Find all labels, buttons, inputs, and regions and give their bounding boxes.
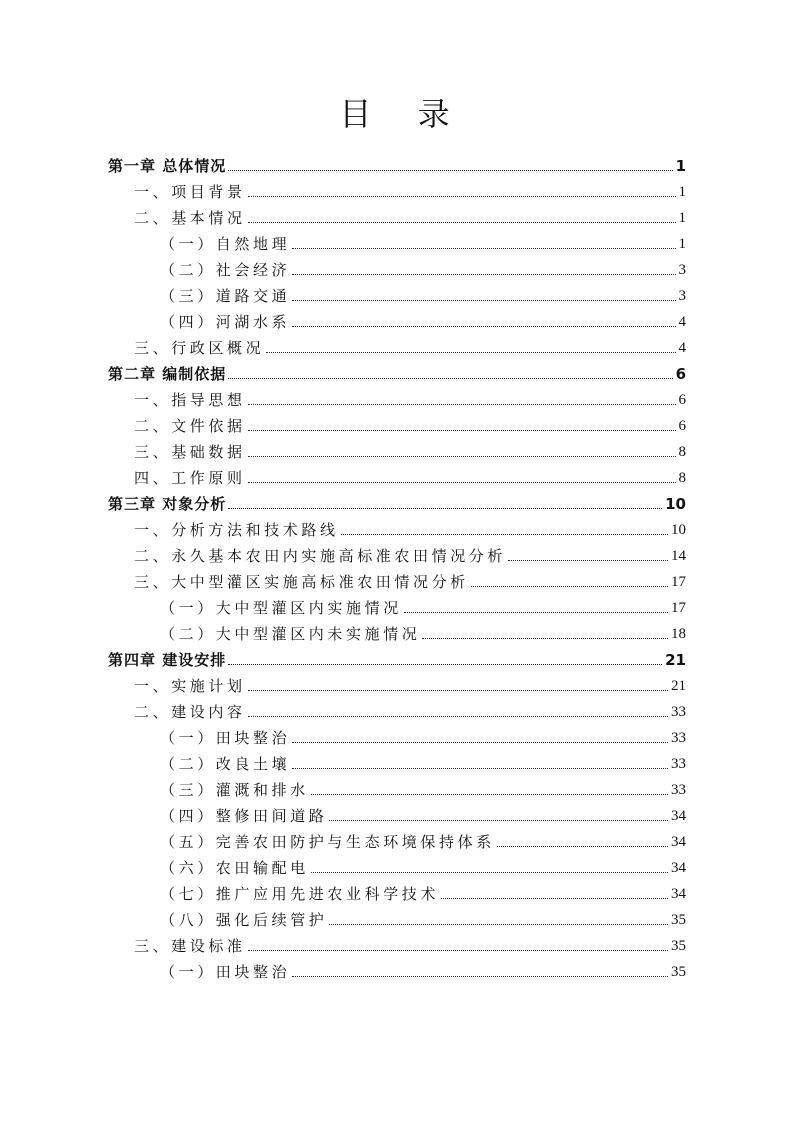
dot-leader bbox=[248, 222, 676, 223]
toc-entry-subsection[interactable] bbox=[160, 826, 686, 852]
toc-entry-label: 一、实施计划 bbox=[134, 677, 246, 695]
toc-entry-label: （一）大中型灌区内实施情况 bbox=[160, 599, 402, 617]
dot-leader bbox=[329, 820, 668, 821]
toc-entry-page-number: 10 bbox=[665, 495, 686, 513]
dot-leader bbox=[292, 742, 668, 743]
toc-entry-page-number: 17 bbox=[671, 574, 686, 590]
dot-leader bbox=[266, 352, 675, 353]
toc-entry-label: 第四章 建设安排 bbox=[108, 651, 227, 669]
toc-entry-page-number: 34 bbox=[671, 860, 686, 876]
toc-entry-section[interactable] bbox=[134, 930, 686, 956]
toc-entry-subsection[interactable] bbox=[160, 800, 686, 826]
dot-leader bbox=[471, 586, 668, 587]
toc-entry-subsection[interactable] bbox=[160, 618, 686, 644]
toc-entry-label: 第二章 编制依据 bbox=[108, 365, 227, 383]
toc-entry-subsection[interactable] bbox=[160, 592, 686, 618]
toc-entry-label: （七）推广应用先进农业科学技术 bbox=[160, 885, 440, 903]
toc-entry-section[interactable] bbox=[134, 436, 686, 462]
toc-entry-label: 三、基础数据 bbox=[134, 443, 246, 461]
toc-entry-label: 第三章 对象分析 bbox=[108, 495, 227, 513]
toc-entry-label: （一）田块整治 bbox=[160, 963, 291, 981]
dot-leader bbox=[228, 664, 662, 665]
toc-entry-section[interactable] bbox=[134, 410, 686, 436]
dot-leader bbox=[441, 898, 668, 899]
toc-entry-subsection[interactable] bbox=[160, 904, 686, 930]
dot-leader bbox=[292, 274, 675, 275]
toc-entry-label: 四、工作原则 bbox=[134, 469, 246, 487]
toc-entry-page-number: 17 bbox=[671, 600, 686, 616]
toc-entry-page-number: 35 bbox=[671, 938, 686, 954]
toc-entry-page-number: 1 bbox=[678, 210, 686, 226]
toc-entry-page-number: 8 bbox=[678, 470, 686, 486]
dot-leader bbox=[228, 508, 662, 509]
toc-entry-page-number: 10 bbox=[671, 522, 686, 538]
toc-entry-subsection[interactable] bbox=[160, 722, 686, 748]
toc-entry-label: （五）完善农田防护与生态环境保持体系 bbox=[160, 833, 495, 851]
toc-entry-label: 一、指导思想 bbox=[134, 391, 246, 409]
dot-leader bbox=[404, 612, 668, 613]
toc-entry-page-number: 6 bbox=[678, 392, 686, 408]
dot-leader bbox=[248, 430, 676, 431]
toc-entry-label: （三）道路交通 bbox=[160, 287, 291, 305]
toc-entry-page-number: 35 bbox=[671, 964, 686, 980]
toc-entry-subsection[interactable] bbox=[160, 280, 686, 306]
toc-entry-subsection[interactable] bbox=[160, 228, 686, 254]
toc-entry-label: （一）田块整治 bbox=[160, 729, 291, 747]
toc-entry-subsection[interactable] bbox=[160, 956, 686, 982]
toc-entry-page-number: 34 bbox=[671, 886, 686, 902]
toc-entry-chapter[interactable] bbox=[108, 644, 686, 670]
dot-leader bbox=[248, 404, 676, 405]
toc-entry-page-number: 21 bbox=[671, 678, 686, 694]
toc-entry-subsection[interactable] bbox=[160, 878, 686, 904]
toc-entry-chapter[interactable] bbox=[108, 488, 686, 514]
toc-entry-page-number: 6 bbox=[675, 365, 686, 383]
toc-entry-subsection[interactable] bbox=[160, 254, 686, 280]
toc-entry-page-number: 33 bbox=[671, 704, 686, 720]
dot-leader bbox=[248, 690, 668, 691]
toc-entry-section[interactable] bbox=[134, 332, 686, 358]
dot-leader bbox=[329, 924, 668, 925]
toc-entry-subsection[interactable] bbox=[160, 774, 686, 800]
toc-entry-label: 三、建设标准 bbox=[134, 937, 246, 955]
toc-entry-page-number: 1 bbox=[675, 157, 686, 175]
toc-entry-page-number: 8 bbox=[678, 444, 686, 460]
toc-entry-label: （六）农田输配电 bbox=[160, 859, 309, 877]
toc-entry-page-number: 34 bbox=[671, 834, 686, 850]
toc-entry-label: 第一章 总体情况 bbox=[108, 157, 227, 175]
dot-leader bbox=[292, 976, 668, 977]
toc-entry-label: （四）河湖水系 bbox=[160, 313, 291, 331]
toc-entry-page-number: 1 bbox=[678, 184, 686, 200]
toc-entry-page-number: 34 bbox=[671, 808, 686, 824]
toc-entry-page-number: 33 bbox=[671, 782, 686, 798]
toc-entry-page-number: 1 bbox=[678, 236, 686, 252]
toc-entry-subsection[interactable] bbox=[160, 852, 686, 878]
dot-leader bbox=[311, 872, 668, 873]
toc-entry-label: （四）整修田间道路 bbox=[160, 807, 328, 825]
dot-leader bbox=[248, 456, 676, 457]
dot-leader bbox=[248, 482, 676, 483]
dot-leader bbox=[228, 170, 672, 171]
toc-entry-page-number: 4 bbox=[678, 340, 686, 356]
toc-entry-chapter[interactable] bbox=[108, 150, 686, 176]
toc-entry-label: 三、大中型灌区实施高标准农田情况分析 bbox=[134, 573, 469, 591]
toc-entry-label: 一、分析方法和技术路线 bbox=[134, 521, 339, 539]
toc-entry-label: （二）大中型灌区内未实施情况 bbox=[160, 625, 421, 643]
toc-entry-page-number: 21 bbox=[665, 651, 686, 669]
dot-leader bbox=[311, 794, 668, 795]
dot-leader bbox=[292, 300, 675, 301]
dot-leader bbox=[292, 248, 675, 249]
toc-entry-label: 一、项目背景 bbox=[134, 183, 246, 201]
toc-entry-section[interactable] bbox=[134, 696, 686, 722]
dot-leader bbox=[292, 768, 668, 769]
toc-entry-page-number: 3 bbox=[678, 262, 686, 278]
toc-entry-label: （一）自然地理 bbox=[160, 235, 291, 253]
toc-entry-label: 二、基本情况 bbox=[134, 209, 246, 227]
toc-title: 目 录 bbox=[339, 95, 468, 133]
dot-leader bbox=[248, 196, 676, 197]
toc-entry-label: （二）社会经济 bbox=[160, 261, 291, 279]
toc-entry-label: 二、文件依据 bbox=[134, 417, 246, 435]
dot-leader bbox=[248, 716, 668, 717]
dot-leader bbox=[228, 378, 672, 379]
toc-entry-page-number: 4 bbox=[678, 314, 686, 330]
toc-entry-page-number: 33 bbox=[671, 756, 686, 772]
toc-entry-label: 二、永久基本农田内实施高标准农田情况分析 bbox=[134, 547, 507, 565]
toc-entry-page-number: 35 bbox=[671, 912, 686, 928]
toc-entry-section[interactable] bbox=[134, 540, 686, 566]
toc-entry-section[interactable] bbox=[134, 384, 686, 410]
dot-leader bbox=[341, 534, 668, 535]
dot-leader bbox=[508, 560, 668, 561]
toc-entry-section[interactable] bbox=[134, 566, 686, 592]
toc-entry-label: （八）强化后续管护 bbox=[160, 911, 328, 929]
toc-entry-label: 三、行政区概况 bbox=[134, 339, 265, 357]
dot-leader bbox=[422, 638, 668, 639]
toc-entry-section[interactable] bbox=[134, 202, 686, 228]
toc-entry-section[interactable] bbox=[134, 462, 686, 488]
toc-entry-label: （三）灌溉和排水 bbox=[160, 781, 309, 799]
toc-entry-label: 二、建设内容 bbox=[134, 703, 246, 721]
toc-entry-subsection[interactable] bbox=[160, 748, 686, 774]
toc-entry-chapter[interactable] bbox=[108, 358, 686, 384]
dot-leader bbox=[292, 326, 675, 327]
toc-entry-page-number: 14 bbox=[671, 548, 686, 564]
toc-entry-label: （二）改良土壤 bbox=[160, 755, 291, 773]
toc-entry-page-number: 18 bbox=[671, 626, 686, 642]
toc-entry-section[interactable] bbox=[134, 514, 686, 540]
toc-entry-page-number: 6 bbox=[678, 418, 686, 434]
toc-entry-section[interactable] bbox=[134, 670, 686, 696]
dot-leader bbox=[248, 950, 668, 951]
toc-entry-subsection[interactable] bbox=[160, 306, 686, 332]
toc-entry-page-number: 3 bbox=[678, 288, 686, 304]
toc-entry-section[interactable] bbox=[134, 176, 686, 202]
toc-entry-page-number: 33 bbox=[671, 730, 686, 746]
dot-leader bbox=[497, 846, 668, 847]
